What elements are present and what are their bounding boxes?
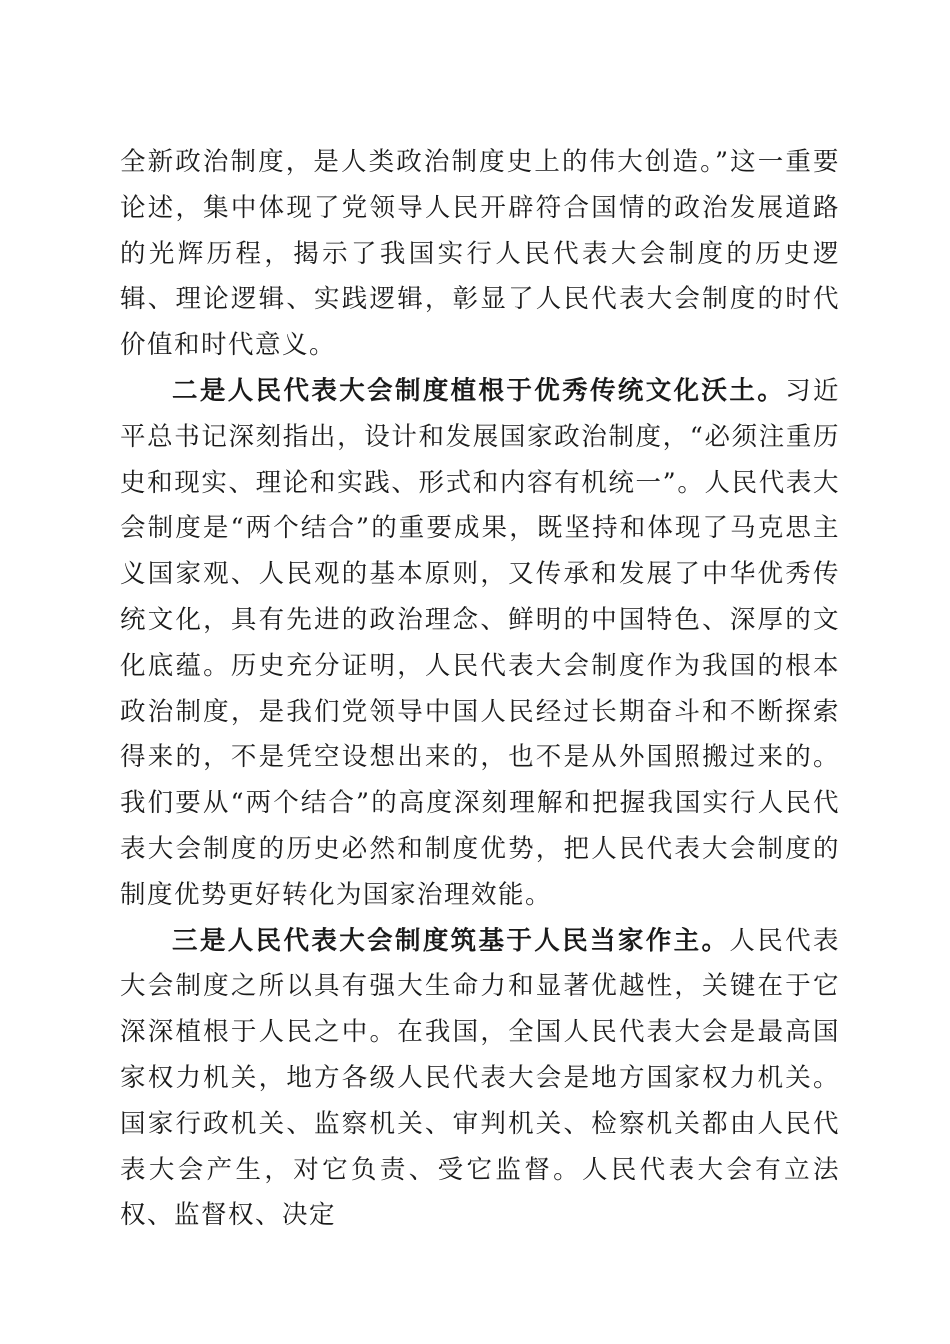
paragraph-3 <box>120 919 840 1240</box>
paragraph-2-text: 习近平总书记深刻指出，设计和发展国家政治制度，“必须注重历史和现实、理论和实践、形式和内容有机统一”。人民代表大会制度是“两个结合”的重要成果，既坚持和体现了马克思主义国家观、人民观的基本原则，又传承和发展了中华优秀传统文化，具有先进的政治理念、鲜明的中国特色、深厚的文化底蕴。历史充分证明，人民代表大会制度作为我国的根本政治制度，是我们党领导中国人民经过长期奋斗和不断探索得来的，不是凭空设想出来的，也不是从外国照搬过来的。我们要从“两个结合”的高度深刻理解和把握我国实行人民代表大会制度的历史必然和制度优势，把人民代表大会制度的制度优势更好转化为国家治理效能。 <box>120 375 840 910</box>
paragraph-2 <box>120 369 840 919</box>
document-body <box>120 140 840 1239</box>
paragraph-2-lead: 二是人民代表大会制度植根于优秀传统文化沃土。 <box>172 375 786 406</box>
paragraph-3-text: 人民代表大会制度之所以具有强大生命力和显著优越性，关键在于它深深植根于人民之中。在我国，全国人民代表大会是最高国家权力机关，地方各级人民代表大会是地方国家权力机关。国家行政机关、监察机关、审判机关、检察机关都由人民代表大会产生，对它负责、受它监督。人民代表大会有立法权、监督权、决定 <box>120 925 840 1231</box>
paragraph-1 <box>120 140 840 369</box>
paragraph-3-lead: 三是人民代表大会制度筑基于人民当家作主。 <box>172 925 730 956</box>
paragraph-1-text: 全新政治制度，是人类政治制度史上的伟大创造。”这一重要论述，集中体现了党领导人民开辟符合国情的政治发展道路的光辉历程，揭示了我国实行人民代表大会制度的历史逻辑、理论逻辑、实践逻辑，彰显了人民代表大会制度的时代价值和时代意义。 <box>120 147 840 361</box>
